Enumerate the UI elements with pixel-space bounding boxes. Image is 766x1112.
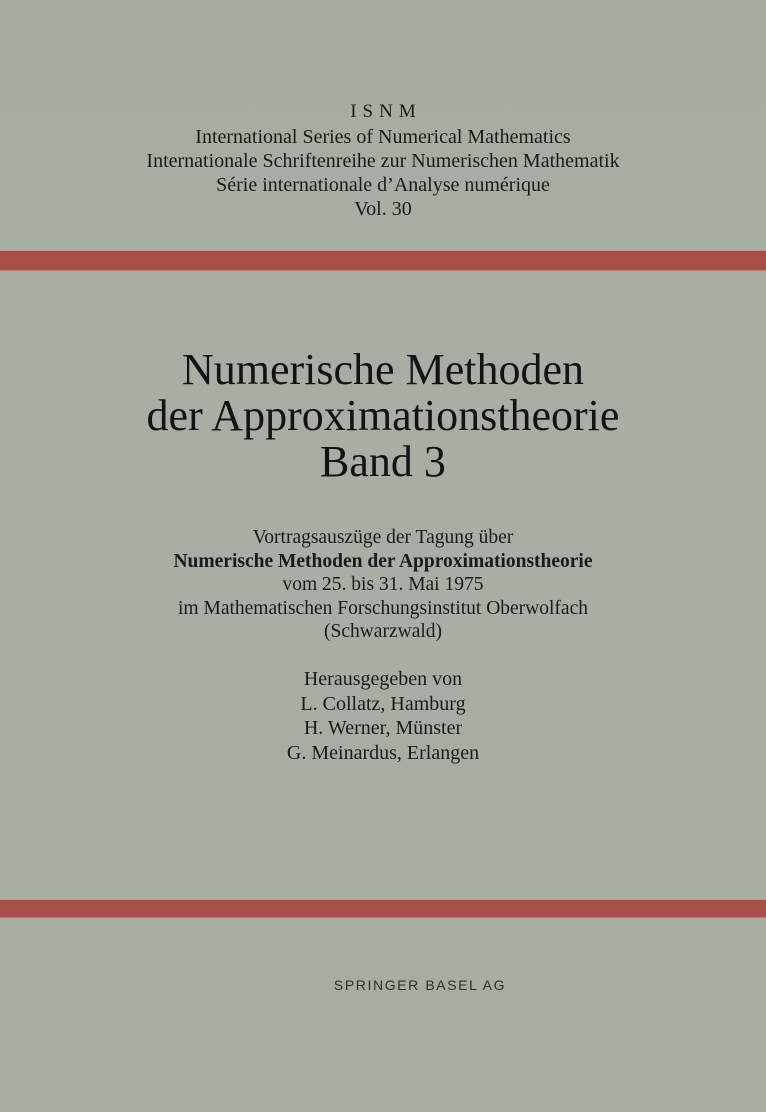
series-name-french: Série internationale d’Analyse numérique <box>216 174 550 196</box>
volume-number: Vol. 30 <box>354 198 412 220</box>
editor-name: G. Meinardus, Erlangen <box>286 741 480 764</box>
editor-name: H. Werner, Münster <box>303 717 463 739</box>
series-header <box>0 99 766 221</box>
title-line-3: Band 3 <box>320 437 446 486</box>
subtitle-line-5: (Schwarzwald) <box>323 621 443 642</box>
title-line-1: Numerische Methoden <box>182 345 584 394</box>
subtitle-line-3: vom 25. bis 31. Mai 1975 <box>282 574 484 595</box>
series-abbreviation: ISNM <box>350 101 422 122</box>
editor-name: L. Collatz, Hamburg <box>300 692 466 715</box>
accent-bar-top <box>0 250 766 271</box>
subtitle-line-2: Numerische Methoden der Approximationstheorie <box>173 550 593 572</box>
subtitle-line-1: Vortragsauszüge der Tagung über <box>252 527 514 548</box>
conference-subtitle <box>0 526 766 644</box>
title-line-2: der Approximationstheorie <box>146 391 620 440</box>
series-name-english: International Series of Numerical Mathematics <box>195 126 571 148</box>
editors-list <box>0 667 766 765</box>
accent-bar-bottom <box>0 899 766 918</box>
series-name-german: Internationale Schriftenreihe zur Numerischen Mathematik <box>146 150 620 172</box>
book-title <box>0 347 766 485</box>
publisher-imprint: SPRINGER BASEL AG <box>333 977 507 993</box>
editors-heading: Herausgegeben von <box>303 668 463 690</box>
subtitle-line-4: im Mathematischen Forschungsinstitut Oberwolfach <box>178 597 588 619</box>
